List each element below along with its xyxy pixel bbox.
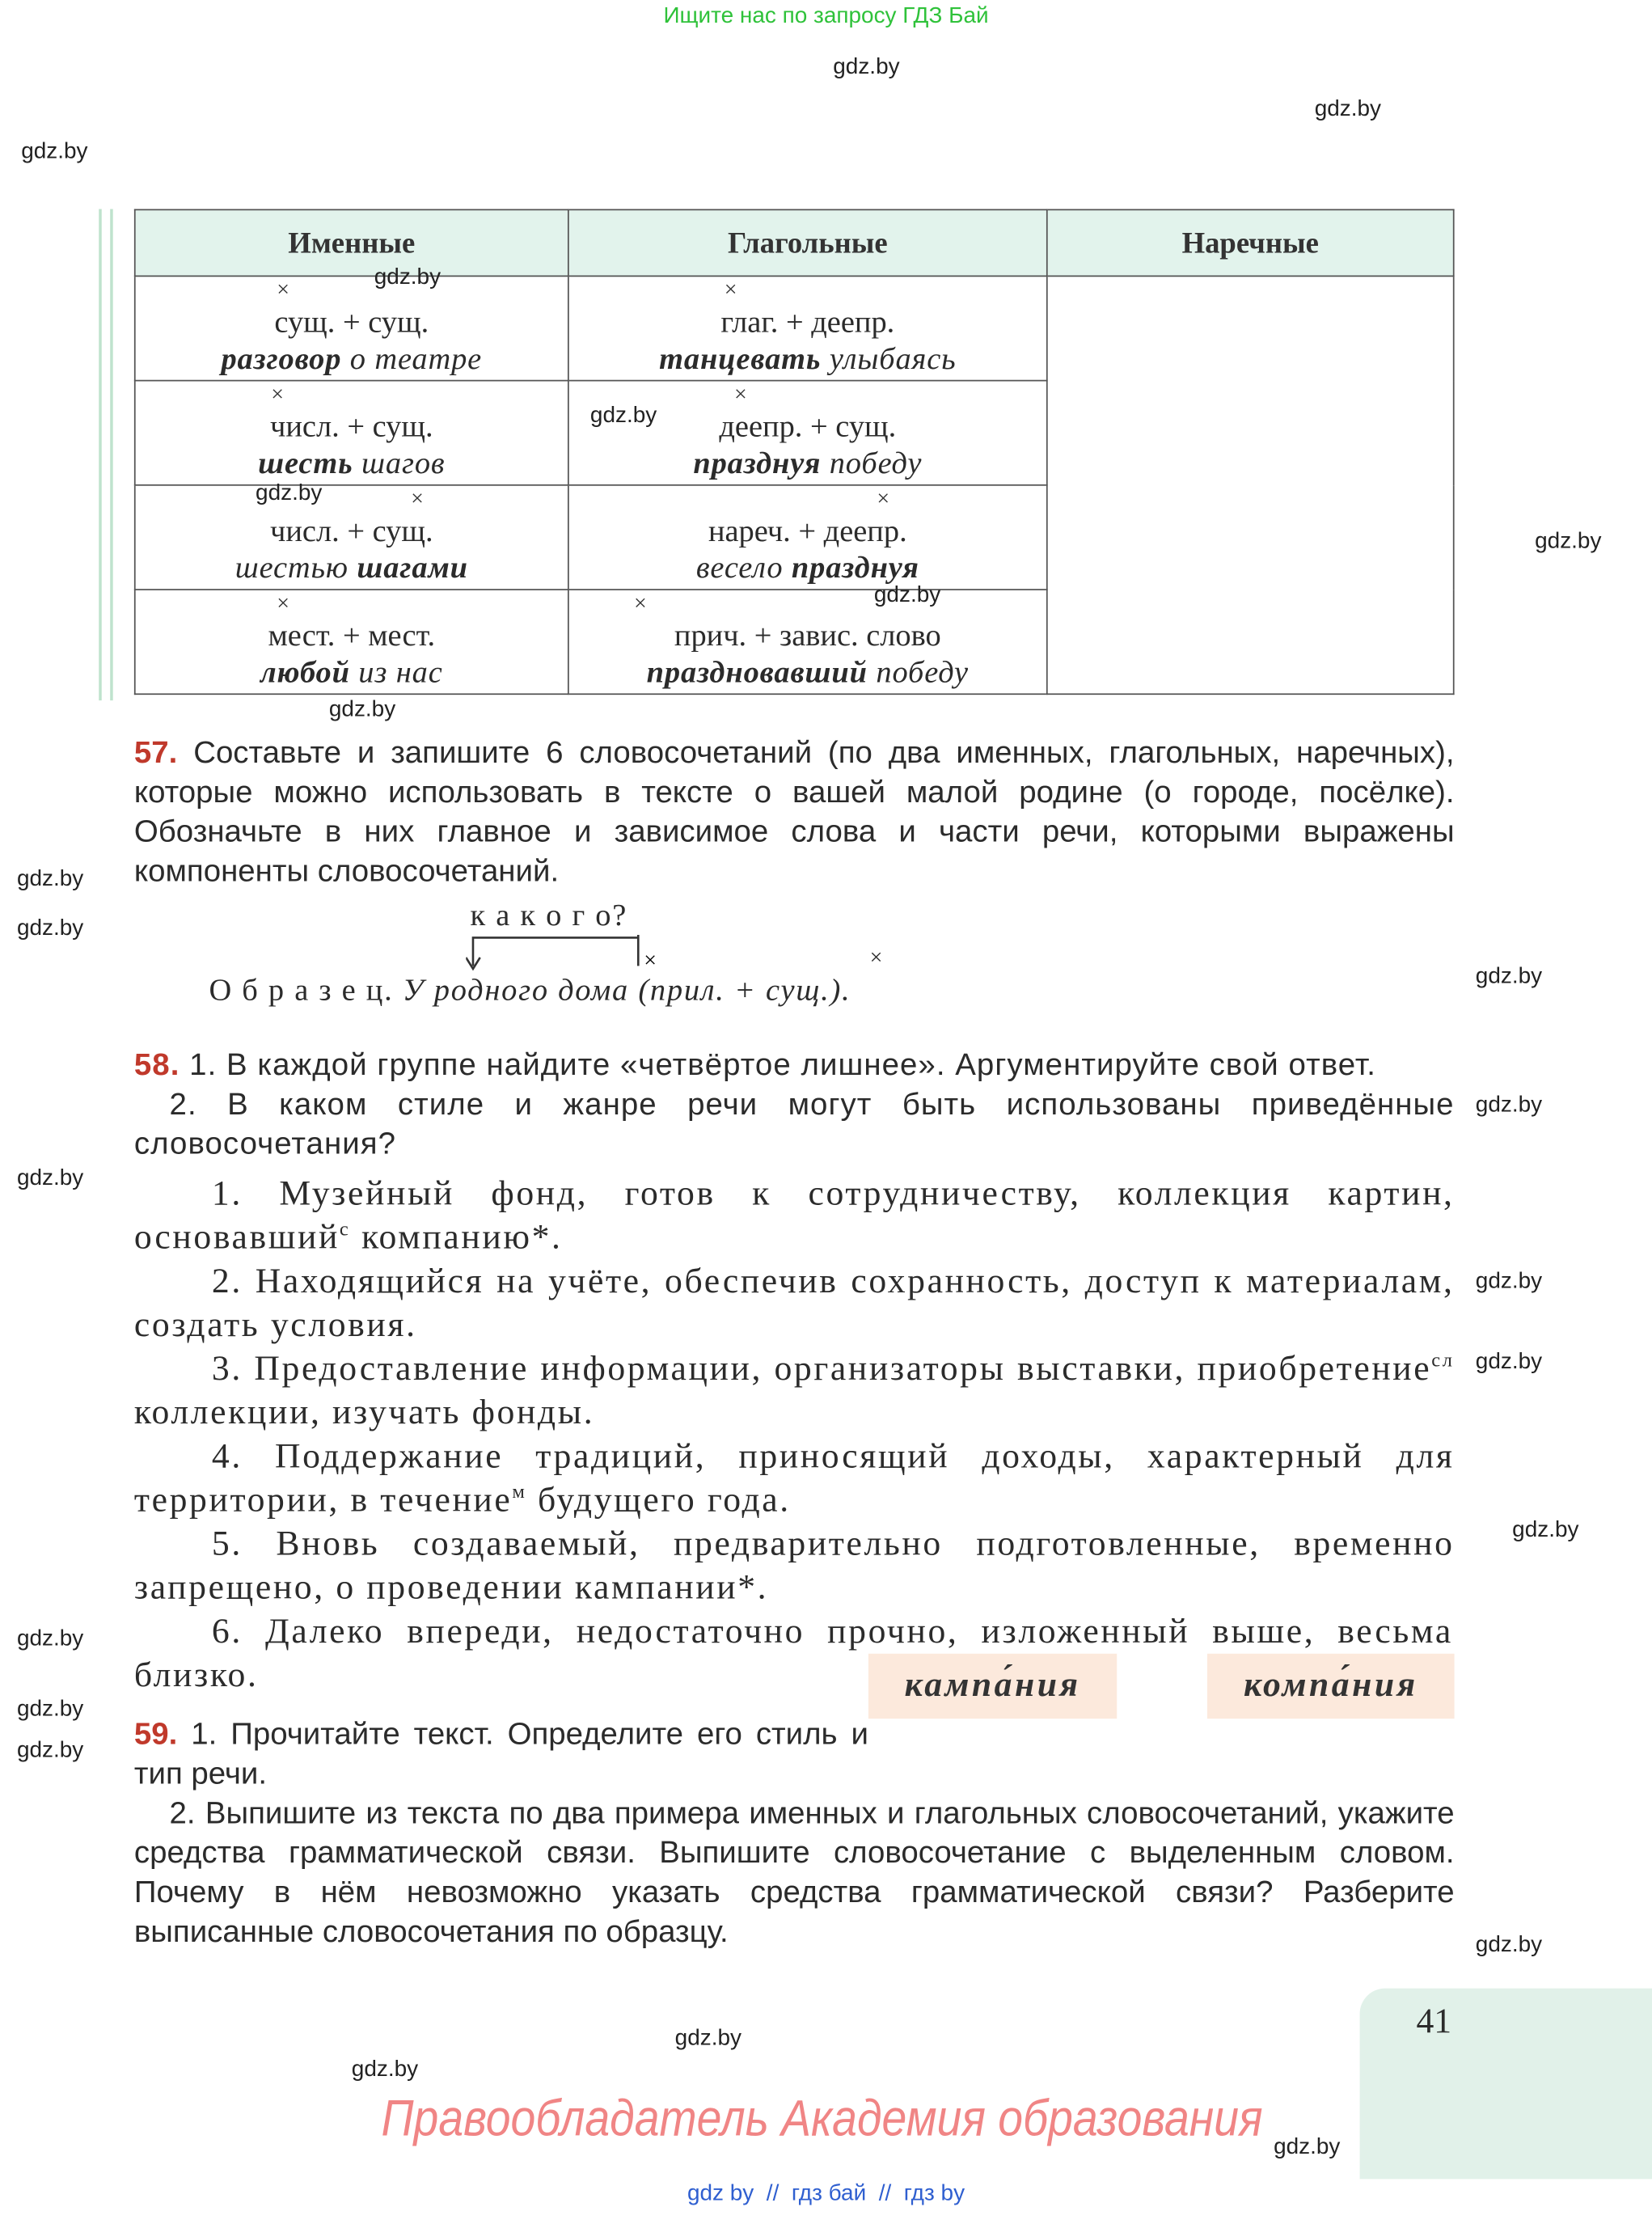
- watermark: gdz.by: [833, 55, 900, 79]
- watermark: gdz.by: [21, 139, 88, 164]
- example: [569, 655, 1046, 689]
- dep-word: о театре: [341, 340, 483, 376]
- example: [136, 655, 568, 689]
- dep-word: победу: [867, 653, 969, 690]
- exercise-58-tasks: [134, 1045, 1455, 1164]
- word-cards: [868, 1654, 1455, 1719]
- scheme: мест. + мест.: [268, 617, 436, 653]
- sample-label: О б р а з е ц.: [209, 971, 394, 1008]
- watermark: gdz.by: [16, 1166, 84, 1191]
- group-2: 2. Находящийся на учёте, обеспечив сохранность, доступ к материалам, создать условия.: [133, 1262, 1455, 1345]
- cross-mark-icon: ×: [877, 487, 890, 512]
- header-nominal: Именные: [135, 209, 568, 276]
- group-text-end: компанию*.: [350, 1218, 563, 1258]
- exercises-column: [134, 733, 1455, 1951]
- example: [569, 342, 1046, 376]
- dep-word: весело: [695, 549, 792, 585]
- example: [569, 446, 1046, 480]
- main-word: шесть: [258, 445, 353, 480]
- table-cell: [135, 381, 568, 485]
- sample-line: [209, 971, 851, 1008]
- footnote-mark: сл: [1431, 1351, 1455, 1372]
- copyright-notice: Правообладатель Академия образования: [381, 2088, 1263, 2147]
- watermark: gdz.by: [674, 2026, 742, 2051]
- phrase-groups: [133, 1172, 1455, 1705]
- group-text: 1. Музейный фонд, готов к сотрудничеству, коллекция картин, основавший: [133, 1174, 1455, 1258]
- group-text-end: будущего года.: [526, 1481, 791, 1520]
- watermark: gdz.by: [1512, 1518, 1579, 1542]
- dep-word: шагов: [353, 445, 446, 480]
- watermark: gdz.by: [16, 1626, 84, 1651]
- page-number: 41: [1416, 2002, 1452, 2041]
- cross-mark-icon: ×: [734, 383, 747, 407]
- cross-mark-icon: ×: [634, 591, 647, 616]
- scheme: сущ. + сущ.: [274, 303, 429, 340]
- main-word: празднуя: [693, 445, 822, 480]
- exercise-number: 58.: [133, 1046, 180, 1082]
- watermark: gdz.by: [1475, 1933, 1543, 1958]
- word-card-kompaniya: компа́ния: [1207, 1654, 1455, 1719]
- group-text: 4. Поддержание традиций, приносящий доходы, характерный для территории, в течение: [133, 1437, 1455, 1520]
- table-cell: [568, 276, 1047, 380]
- main-word: празднуя: [791, 549, 919, 585]
- group-3: [134, 1347, 1455, 1435]
- dep-word: шестью: [234, 549, 357, 585]
- sample-parts: (прил. + сущ.).: [638, 971, 851, 1008]
- cross-mark-icon: ×: [277, 278, 290, 302]
- table-cell: [568, 485, 1047, 590]
- exercise-number: 59.: [133, 1715, 178, 1752]
- watermark: gdz.by: [1475, 1269, 1543, 1294]
- word-card-kampaniya: кампа́ния: [868, 1654, 1117, 1719]
- footnote-mark: м: [512, 1482, 527, 1504]
- watermark: gdz.by: [16, 916, 84, 941]
- header-verbal: Глагольные: [568, 209, 1047, 276]
- watermark: gdz.by: [1535, 529, 1602, 554]
- watermark: gdz.by: [16, 1697, 84, 1722]
- main-word: танцевать: [659, 340, 822, 376]
- task-1: 1. В каждой группе найдите «четвёртое лишнее». Аргументируйте свой ответ.: [189, 1046, 1377, 1082]
- watermark: gdz.by: [1274, 2135, 1341, 2159]
- example: [136, 342, 568, 376]
- sample-block: [134, 898, 1455, 1040]
- dep-word: победу: [821, 445, 923, 480]
- table-cell: [568, 590, 1047, 694]
- watermark: gdz.by: [16, 867, 84, 891]
- watermark: gdz.by: [1475, 964, 1543, 989]
- sample-question: к а к о г о?: [470, 896, 628, 932]
- empty-adverbial-cell: [1047, 276, 1454, 694]
- scheme: нареч. + деепр.: [708, 512, 907, 548]
- cross-mark-icon: ×: [869, 945, 883, 970]
- table-cell: [135, 276, 568, 380]
- task-1: 1. Прочитайте текст. Определите его стиль и тип речи.: [133, 1715, 868, 1791]
- scheme: деепр. + сущ.: [719, 408, 897, 444]
- main-word: разговор: [221, 340, 342, 376]
- exercise-59: [134, 1715, 1455, 1951]
- exercise-57: [134, 733, 1455, 891]
- example: [136, 446, 568, 480]
- group-4: [134, 1435, 1455, 1522]
- scheme: прич. + завис. слово: [674, 617, 941, 653]
- spacer: [1453, 1610, 1455, 1654]
- group-text: 6. Далеко впереди, недостаточно прочно, изложенный выше, весьма близко.: [133, 1613, 1453, 1695]
- side-accent-bar: [99, 209, 112, 700]
- scheme: числ. + сущ.: [270, 408, 433, 444]
- footnote-mark: с: [339, 1220, 351, 1241]
- watermark: gdz.by: [256, 481, 323, 506]
- header-adverbial: Наречные: [1047, 209, 1454, 276]
- watermark: gdz.by: [1314, 97, 1382, 122]
- cross-mark-icon: ×: [724, 278, 737, 302]
- table-cell: [135, 481, 568, 590]
- main-word: любой: [260, 653, 350, 690]
- cross-mark-icon: ×: [411, 487, 424, 512]
- task-2: 2. В каком стиле и жанре речи могут быть использованы приведённые словосочетания?: [133, 1085, 1455, 1161]
- watermark: gdz.by: [351, 2057, 419, 2082]
- watermark: gdz.by: [1475, 1350, 1543, 1375]
- watermark: gdz.by: [589, 404, 657, 429]
- svg-text:×: ×: [644, 948, 657, 974]
- group-1: [134, 1172, 1455, 1259]
- watermark: gdz.by: [873, 583, 941, 607]
- dep-word: из нас: [349, 653, 443, 690]
- cross-mark-icon: ×: [271, 383, 285, 407]
- group-6: [133, 1610, 1455, 1705]
- exercise-number: 57.: [133, 734, 178, 770]
- watermark: gdz.by: [374, 265, 442, 290]
- footer-links[interactable]: gdz by // гдз бай // гдз by: [687, 2181, 965, 2206]
- main-word: праздновавший: [646, 653, 868, 690]
- dep-word: улыбаясь: [821, 340, 957, 376]
- example: [569, 551, 1046, 585]
- exercise-text: Составьте и запишите 6 словосочетаний (по два именных, глагольных, наречных), которые можно использовать в тексте о вашей малой родине (о городе, посёлке). Обозначьте в них главное и зависимое слова и части речи, которыми выражены компоненты словосочетаний.: [133, 734, 1455, 889]
- watermark: gdz.by: [1475, 1093, 1543, 1118]
- header-banner[interactable]: Ищите нас по запросу ГДЗ Бай: [663, 4, 989, 28]
- task-2: 2. Выпишите из текста по два примера именных и глагольных словосочетаний, укажите средства грамматической связи. Выпишите словосочетание с выделенным словом. Почему в нём невозможно указать средства грамматической связи? Разберите выписанные словосочетания по образцу.: [133, 1795, 1455, 1949]
- group-text: 3. Предоставление информации, организаторы выставки, приобретение: [211, 1350, 1432, 1389]
- main-word: шагами: [357, 549, 468, 585]
- scheme: глаг. + деепр.: [720, 303, 895, 340]
- group-text-end: коллекции, изучать фонды.: [133, 1393, 595, 1432]
- phrase-types-table: [134, 209, 1455, 695]
- watermark: gdz.by: [16, 1738, 84, 1763]
- sample-phrase: У родного дома: [402, 971, 630, 1008]
- table-cell: [135, 590, 568, 694]
- group-5: 5. Вновь создаваемый, предварительно подготовленные, временно запрещено, о проведении кампании*.: [133, 1524, 1455, 1608]
- watermark: gdz.by: [328, 697, 396, 722]
- cross-mark-icon: ×: [277, 591, 290, 616]
- scheme: числ. + сущ.: [270, 512, 433, 548]
- example: [136, 551, 568, 585]
- table-cell: [568, 381, 1047, 485]
- question-arrow-icon: [466, 932, 663, 974]
